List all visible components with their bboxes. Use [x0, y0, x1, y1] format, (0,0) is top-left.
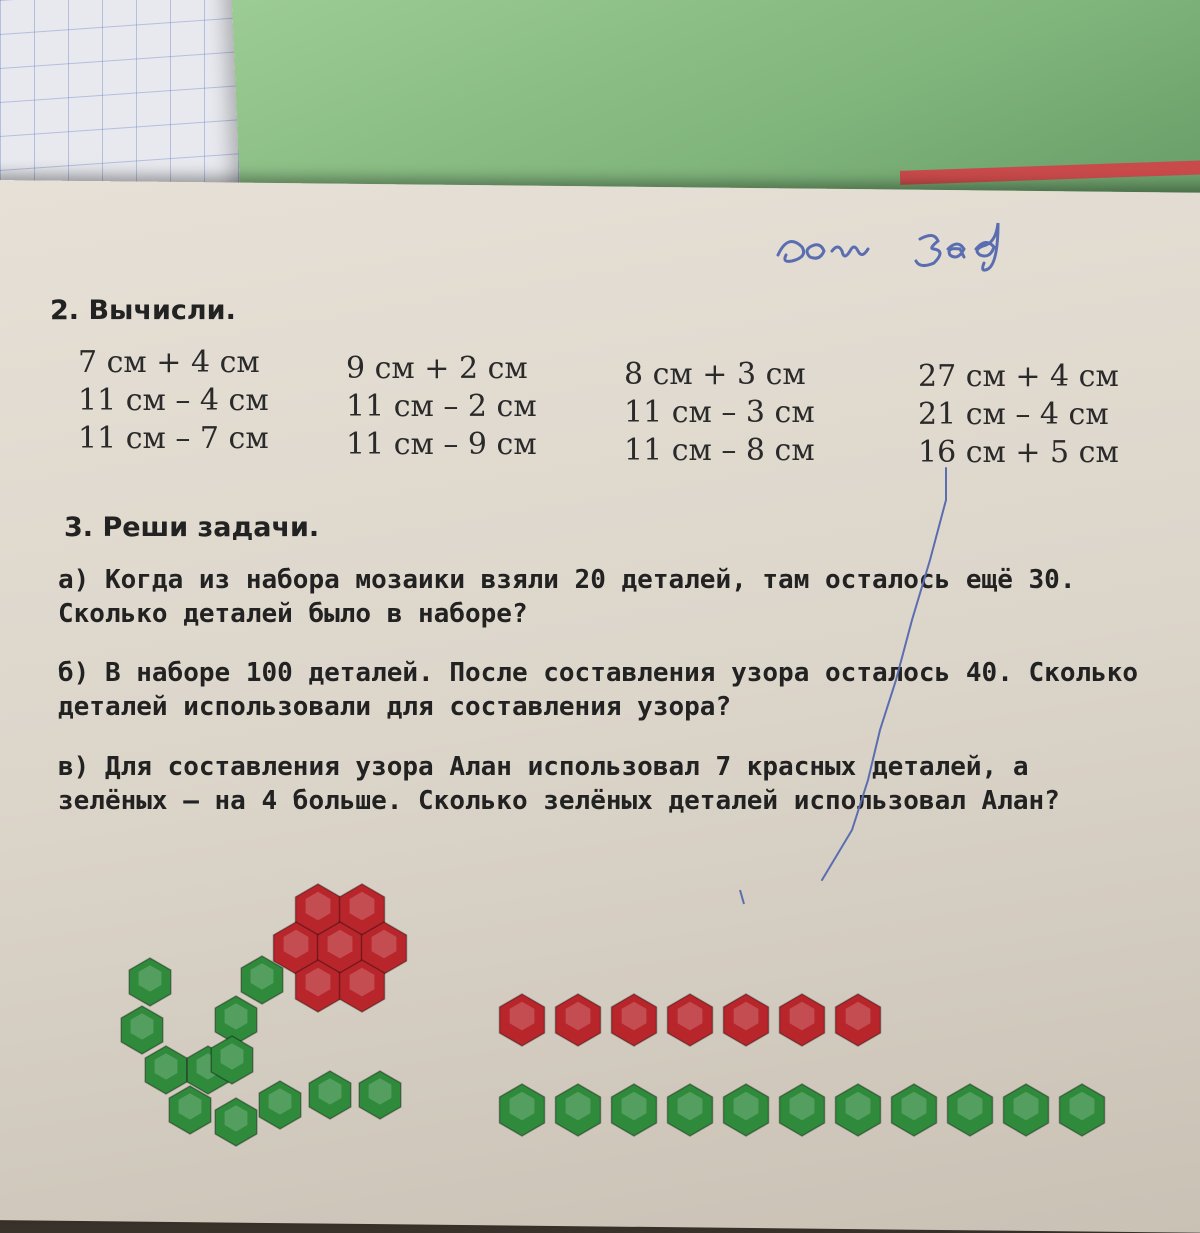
expression-column-4 — [918, 358, 1119, 472]
task-c — [58, 750, 1148, 818]
expression-column-1 — [78, 344, 269, 458]
mosaic-green-piece — [215, 996, 257, 1044]
mosaic-green-row-piece — [836, 1084, 881, 1136]
task-a — [58, 563, 1148, 631]
task-text: б) В наборе 100 деталей. После составления узора осталось 40. Сколько деталей использовали для составления узора? — [58, 658, 1139, 722]
mosaic-red-row-piece — [500, 994, 545, 1046]
mosaic-red-row-piece — [612, 994, 657, 1046]
expression: 11 см – 9 см — [346, 427, 537, 462]
expression: 11 см – 3 см — [624, 395, 815, 430]
exercise-2-title: 2. Вычисли. — [50, 295, 236, 326]
task-b — [58, 656, 1148, 724]
expression: 27 см + 4 см — [918, 359, 1119, 394]
mosaic-green-piece — [259, 1081, 301, 1129]
mosaic-green-row-piece — [892, 1084, 937, 1136]
task-text: в) Для составления узора Алан использовал 7 красных деталей, а зелёных – на 4 больше. Сколько зелёных деталей использовал Алан? — [58, 752, 1060, 816]
expression-column-2 — [346, 350, 537, 464]
mosaic-green-piece — [145, 1046, 187, 1094]
mosaic-green-row-piece — [724, 1084, 769, 1136]
mosaic-green-row-piece — [948, 1084, 993, 1136]
expression: 9 см + 2 см — [346, 351, 528, 386]
mosaic-red-row-piece — [836, 994, 881, 1046]
mosaic-green-piece — [309, 1071, 351, 1119]
expression: 11 см – 2 см — [346, 389, 537, 424]
exercise-3-title: 3. Реши задачи. — [64, 512, 320, 543]
expression: 21 см – 4 см — [918, 397, 1109, 432]
mosaic-green-piece — [215, 1098, 257, 1146]
mosaic-green-piece — [359, 1071, 401, 1119]
mosaic-green-row-piece — [612, 1084, 657, 1136]
mosaic-green-row-piece — [668, 1084, 713, 1136]
mosaic-red-row-piece — [668, 994, 713, 1046]
mosaic-green-row-piece — [500, 1084, 545, 1136]
mosaic-green-row-piece — [1060, 1084, 1105, 1136]
task-text: а) Когда из набора мозаики взяли 20 деталей, там осталось ещё 30. Сколько деталей было в наборе? — [58, 565, 1076, 629]
expression: 11 см – 7 см — [78, 421, 269, 456]
mosaic-green-row-piece — [780, 1084, 825, 1136]
expression: 11 см – 8 см — [624, 433, 815, 468]
mosaic-green-piece — [169, 1086, 211, 1134]
mosaic-green-row-piece — [1004, 1084, 1049, 1136]
mosaic-red-row-piece — [780, 994, 825, 1046]
expression: 8 см + 3 см — [624, 357, 806, 392]
mosaic-green-row-piece — [556, 1084, 601, 1136]
expression: 11 см – 4 см — [78, 383, 269, 418]
mosaic-green-piece — [129, 958, 171, 1006]
mosaic-illustration — [0, 860, 1200, 1200]
handwritten-note — [770, 215, 1060, 285]
expression: 7 см + 4 см — [78, 345, 260, 380]
expression: 16 см + 5 см — [918, 435, 1119, 470]
mosaic-green-piece — [121, 1006, 163, 1054]
mosaic-red-row-piece — [724, 994, 769, 1046]
mosaic-red-row-piece — [556, 994, 601, 1046]
expression-column-3 — [624, 356, 815, 470]
